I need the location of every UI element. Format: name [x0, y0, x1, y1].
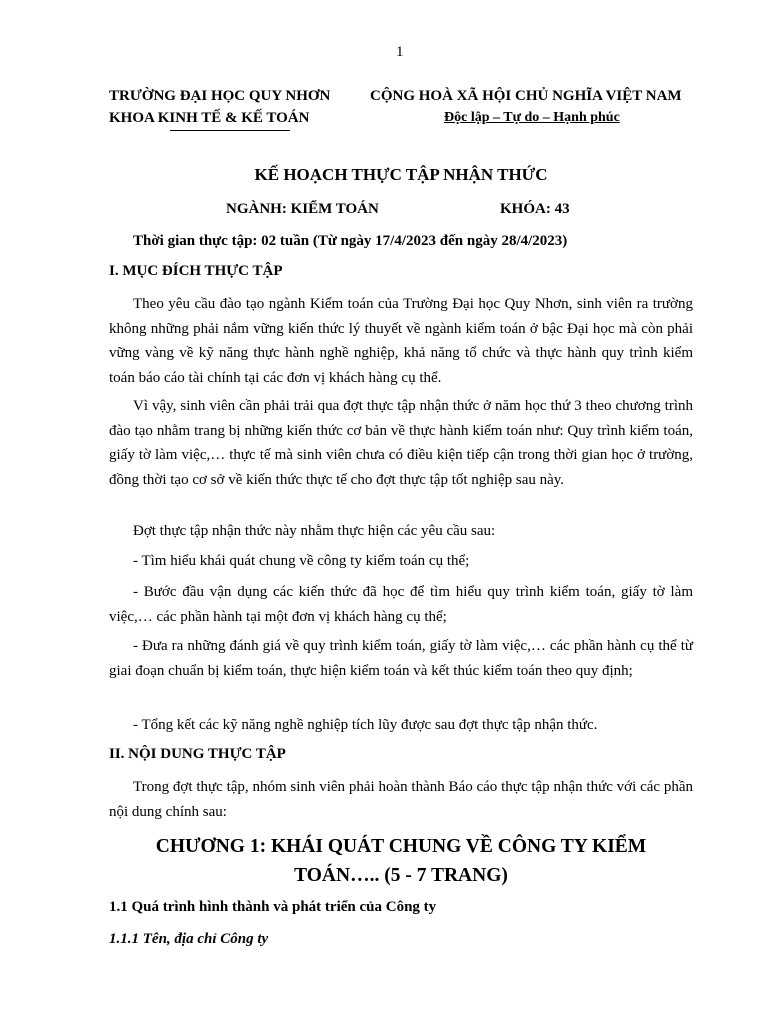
section-1-heading: I. MỤC ĐÍCH THỰC TẬP: [109, 263, 283, 279]
subsection-1-1: 1.1 Quá trình hình thành và phát triển của Công ty: [109, 899, 437, 915]
section-1-paragraph-1: Theo yêu cầu đào tạo ngành Kiểm toán của Trường Đại học Quy Nhơn, sinh viên ra trường không những phải nắm vững kiến thức lý thuyết về ngành kiểm toán ở bậc Đại học mà còn phải vững vàng về kỹ năng thực hành nghề nghiệp, khả năng tổ chức và thực hành quy trình kiểm toán báo cáo tài chính tại các đơn vị khách hàng cụ thể.: [109, 296, 693, 386]
major: NGÀNH: KIỂM TOÁN: [226, 201, 379, 217]
requirement-1: - Tìm hiểu khái quát chung về công ty kiểm toán cụ thể;: [133, 553, 470, 569]
republic-name: CỘNG HOÀ XÃ HỘI CHỦ NGHĨA VIỆT NAM: [370, 88, 682, 104]
subsection-1-1-1: 1.1.1 Tên, địa chỉ Công ty: [109, 931, 269, 947]
section-1-paragraph-3: Đợt thực tập nhận thức này nhằm thực hiện các yêu cầu sau:: [133, 523, 496, 539]
page-number: 1: [396, 44, 404, 60]
requirement-3: - Đưa ra những đánh giá về quy trình kiểm toán, giấy tờ làm việc,… các phần hành cụ thể từ giai đoạn chuẩn bị kiểm toán, thực hiện kiểm toán và kết thúc kiểm toán theo quy định;: [109, 638, 693, 679]
chapter-1-title-line-2: TOÁN….. (5 - 7 TRANG): [294, 865, 508, 886]
internship-duration: Thời gian thực tập: 02 tuần (Từ ngày 17/4/2023 đến ngày 28/4/2023): [133, 233, 568, 249]
requirement-4: - Tổng kết các kỹ năng nghề nghiệp tích lũy được sau đợt thực tập nhận thức.: [133, 717, 598, 733]
faculty-name: KHOA KINH TẾ & KẾ TOÁN: [109, 110, 310, 126]
document-title: KẾ HOẠCH THỰC TẬP NHẬN THỨC: [254, 165, 548, 184]
section-2-paragraph-1: Trong đợt thực tập, nhóm sinh viên phải hoàn thành Báo cáo thực tập nhận thức với các phần nội dung chính sau:: [109, 779, 693, 820]
chapter-1-title-line-1: CHƯƠNG 1: KHÁI QUÁT CHUNG VỀ CÔNG TY KIỂM: [155, 836, 647, 857]
school-name: TRƯỜNG ĐẠI HỌC QUY NHƠN: [109, 88, 331, 104]
motto: Độc lập – Tự do – Hạnh phúc: [444, 110, 620, 125]
cohort: KHÓA: 43: [500, 201, 570, 217]
section-1-paragraph-2: Vì vậy, sinh viên cần phải trải qua đợt thực tập nhận thức ở năm học thứ 3 theo chương trình đào tạo nhằm trang bị những kiến thức cơ bản về thực hành kiểm toán như: Quy trình kiểm toán, giấy tờ làm việc,… thực tế mà sinh viên chưa có điều kiện tiếp cận trong thời gian học ở trường, đồng thời tạo cơ sở về kiến thức thực tế cho đợt thực tập tốt nghiệp sau này.: [109, 398, 693, 488]
section-2-heading: II. NỘI DUNG THỰC TẬP: [109, 746, 286, 762]
faculty-underline: [170, 130, 290, 131]
requirement-2: - Bước đầu vận dụng các kiến thức đã học để tìm hiểu quy trình kiểm toán, giấy tờ làm việc,… các phần hành tại một đơn vị khách hàng cụ thể;: [109, 584, 693, 625]
